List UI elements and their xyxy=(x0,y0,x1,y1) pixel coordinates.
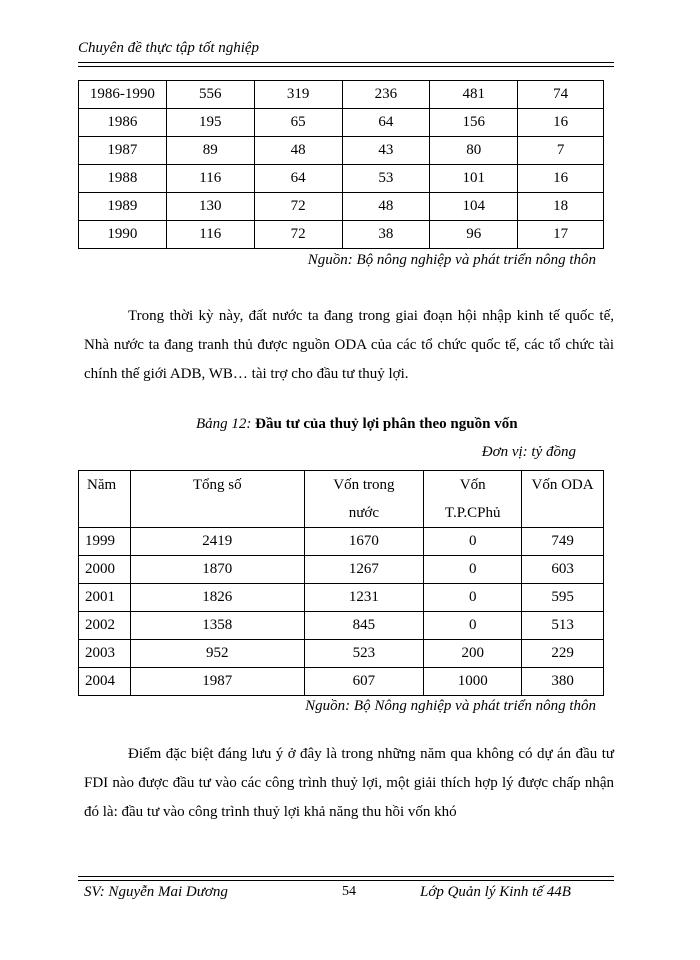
table2-unit: Đơn vị: tỷ đồng xyxy=(481,444,576,460)
footer-page-number: 54 xyxy=(342,884,356,899)
header-tong-so: Tổng số xyxy=(130,471,304,528)
table-cell: 1990 xyxy=(79,221,167,249)
table-cell: 64 xyxy=(342,109,430,137)
table-cell: 952 xyxy=(130,640,304,668)
table-cell: 556 xyxy=(166,81,254,109)
table-cell: 1670 xyxy=(304,528,424,556)
table-cell: 16 xyxy=(518,109,604,137)
table-cell: 1358 xyxy=(130,612,304,640)
table-cell: 130 xyxy=(166,193,254,221)
table-cell: 1986-1990 xyxy=(79,81,167,109)
table-row xyxy=(79,193,604,221)
table-row xyxy=(79,137,604,165)
table-cell: 1999 xyxy=(79,528,131,556)
table-cell: 65 xyxy=(254,109,342,137)
table-cell: 1231 xyxy=(304,584,424,612)
header-nam: Năm xyxy=(79,471,131,528)
header-von-tpcphu: Vốn T.P.CPhủ xyxy=(424,471,522,528)
table-row xyxy=(79,221,604,249)
paragraph-2 xyxy=(84,740,614,827)
table-cell: 236 xyxy=(342,81,430,109)
table-cell: 200 xyxy=(424,640,522,668)
table-cell: 116 xyxy=(166,221,254,249)
table-row xyxy=(79,528,604,556)
table-cell: 53 xyxy=(342,165,430,193)
table-cell: 64 xyxy=(254,165,342,193)
table-cell: 116 xyxy=(166,165,254,193)
table-cell: 72 xyxy=(254,221,342,249)
table-row xyxy=(79,668,604,696)
table-cell: 80 xyxy=(430,137,518,165)
header-rule xyxy=(78,62,614,67)
table-cell: 1988 xyxy=(79,165,167,193)
table-cell: 0 xyxy=(424,528,522,556)
table-cell: 1987 xyxy=(130,668,304,696)
table1-source: Nguồn: Bộ nông nghiệp và phát triển nông thôn xyxy=(307,252,596,268)
table-cell: 2003 xyxy=(79,640,131,668)
table-cell: 845 xyxy=(304,612,424,640)
table-cell: 1870 xyxy=(130,556,304,584)
footer-class: Lớp Quản lý Kinh tế 44B xyxy=(420,884,571,900)
table-row xyxy=(79,81,604,109)
table-cell: 1267 xyxy=(304,556,424,584)
paragraph-1-text: Trong thời kỳ này, đất nước ta đang trong giai đoạn hội nhập kinh tế quốc tế, Nhà nước ta đang tranh thủ được nguồn ODA của các tổ chức quốc tế, các tổ chức tài chính thế giới ADB, WB… tài trợ cho đầu tư thuỷ lợi. xyxy=(84,308,614,382)
table-row xyxy=(79,640,604,668)
table2-caption-label: Bảng 12: xyxy=(196,416,252,432)
table-cell: 72 xyxy=(254,193,342,221)
table-cell: 17 xyxy=(518,221,604,249)
page-header-title: Chuyên đề thực tập tốt nghiệp xyxy=(78,40,260,56)
paragraph-1 xyxy=(84,302,614,389)
table-cell: 380 xyxy=(522,668,604,696)
table-investment-by-source xyxy=(78,470,604,696)
table-cell: 2000 xyxy=(79,556,131,584)
table-cell: 2002 xyxy=(79,612,131,640)
table-cell: 18 xyxy=(518,193,604,221)
table-row xyxy=(79,612,604,640)
footer-student: SV: Nguyễn Mai Dương xyxy=(84,884,228,900)
table-cell: 513 xyxy=(522,612,604,640)
table-cell: 104 xyxy=(430,193,518,221)
table-cell: 38 xyxy=(342,221,430,249)
table-cell: 89 xyxy=(166,137,254,165)
table-cell: 595 xyxy=(522,584,604,612)
table-cell: 1989 xyxy=(79,193,167,221)
footer-rule xyxy=(78,876,614,881)
table-cell: 603 xyxy=(522,556,604,584)
table-cell: 16 xyxy=(518,165,604,193)
table-cell: 7 xyxy=(518,137,604,165)
table-row xyxy=(79,109,604,137)
table-cell: 74 xyxy=(518,81,604,109)
table-cell: 1826 xyxy=(130,584,304,612)
table-cell: 1986 xyxy=(79,109,167,137)
paragraph-2-text: Điểm đặc biệt đáng lưu ý ở đây là trong những năm qua không có dự án đầu tư FDI nào được đầu tư vào các công trình thuỷ lợi, một giải thích hợp lý được chấp nhận đó là: đầu tư vào công trình thuỷ lợi khả năng thu hồi vốn khó xyxy=(84,746,614,820)
table-cell: 156 xyxy=(430,109,518,137)
table-cell: 96 xyxy=(430,221,518,249)
table-cell: 195 xyxy=(166,109,254,137)
table-cell: 0 xyxy=(424,584,522,612)
table2-caption xyxy=(196,416,518,433)
table-cell: 0 xyxy=(424,612,522,640)
table-cell: 0 xyxy=(424,556,522,584)
header-von-oda: Vốn ODA xyxy=(522,471,604,528)
table-cell: 48 xyxy=(254,137,342,165)
table-cell: 2001 xyxy=(79,584,131,612)
table-row xyxy=(79,556,604,584)
table-cell: 43 xyxy=(342,137,430,165)
table-cell: 2004 xyxy=(79,668,131,696)
table-odas-1986-1990 xyxy=(78,80,604,249)
table-cell: 1987 xyxy=(79,137,167,165)
table-header-row xyxy=(79,471,604,528)
table-row xyxy=(79,584,604,612)
table-cell: 229 xyxy=(522,640,604,668)
table-cell: 607 xyxy=(304,668,424,696)
table-cell: 1000 xyxy=(424,668,522,696)
table-cell: 523 xyxy=(304,640,424,668)
table-cell: 749 xyxy=(522,528,604,556)
table2-caption-title: Đầu tư của thuỷ lợi phân theo nguồn vốn xyxy=(255,416,518,432)
table-cell: 48 xyxy=(342,193,430,221)
table-cell: 101 xyxy=(430,165,518,193)
table-row xyxy=(79,165,604,193)
table-cell: 481 xyxy=(430,81,518,109)
header-von-trong-nuoc: Vốn trong nước xyxy=(304,471,424,528)
table-cell: 2419 xyxy=(130,528,304,556)
table2-source: Nguồn: Bộ Nông nghiệp và phát triển nông thôn xyxy=(305,698,596,714)
table-cell: 319 xyxy=(254,81,342,109)
